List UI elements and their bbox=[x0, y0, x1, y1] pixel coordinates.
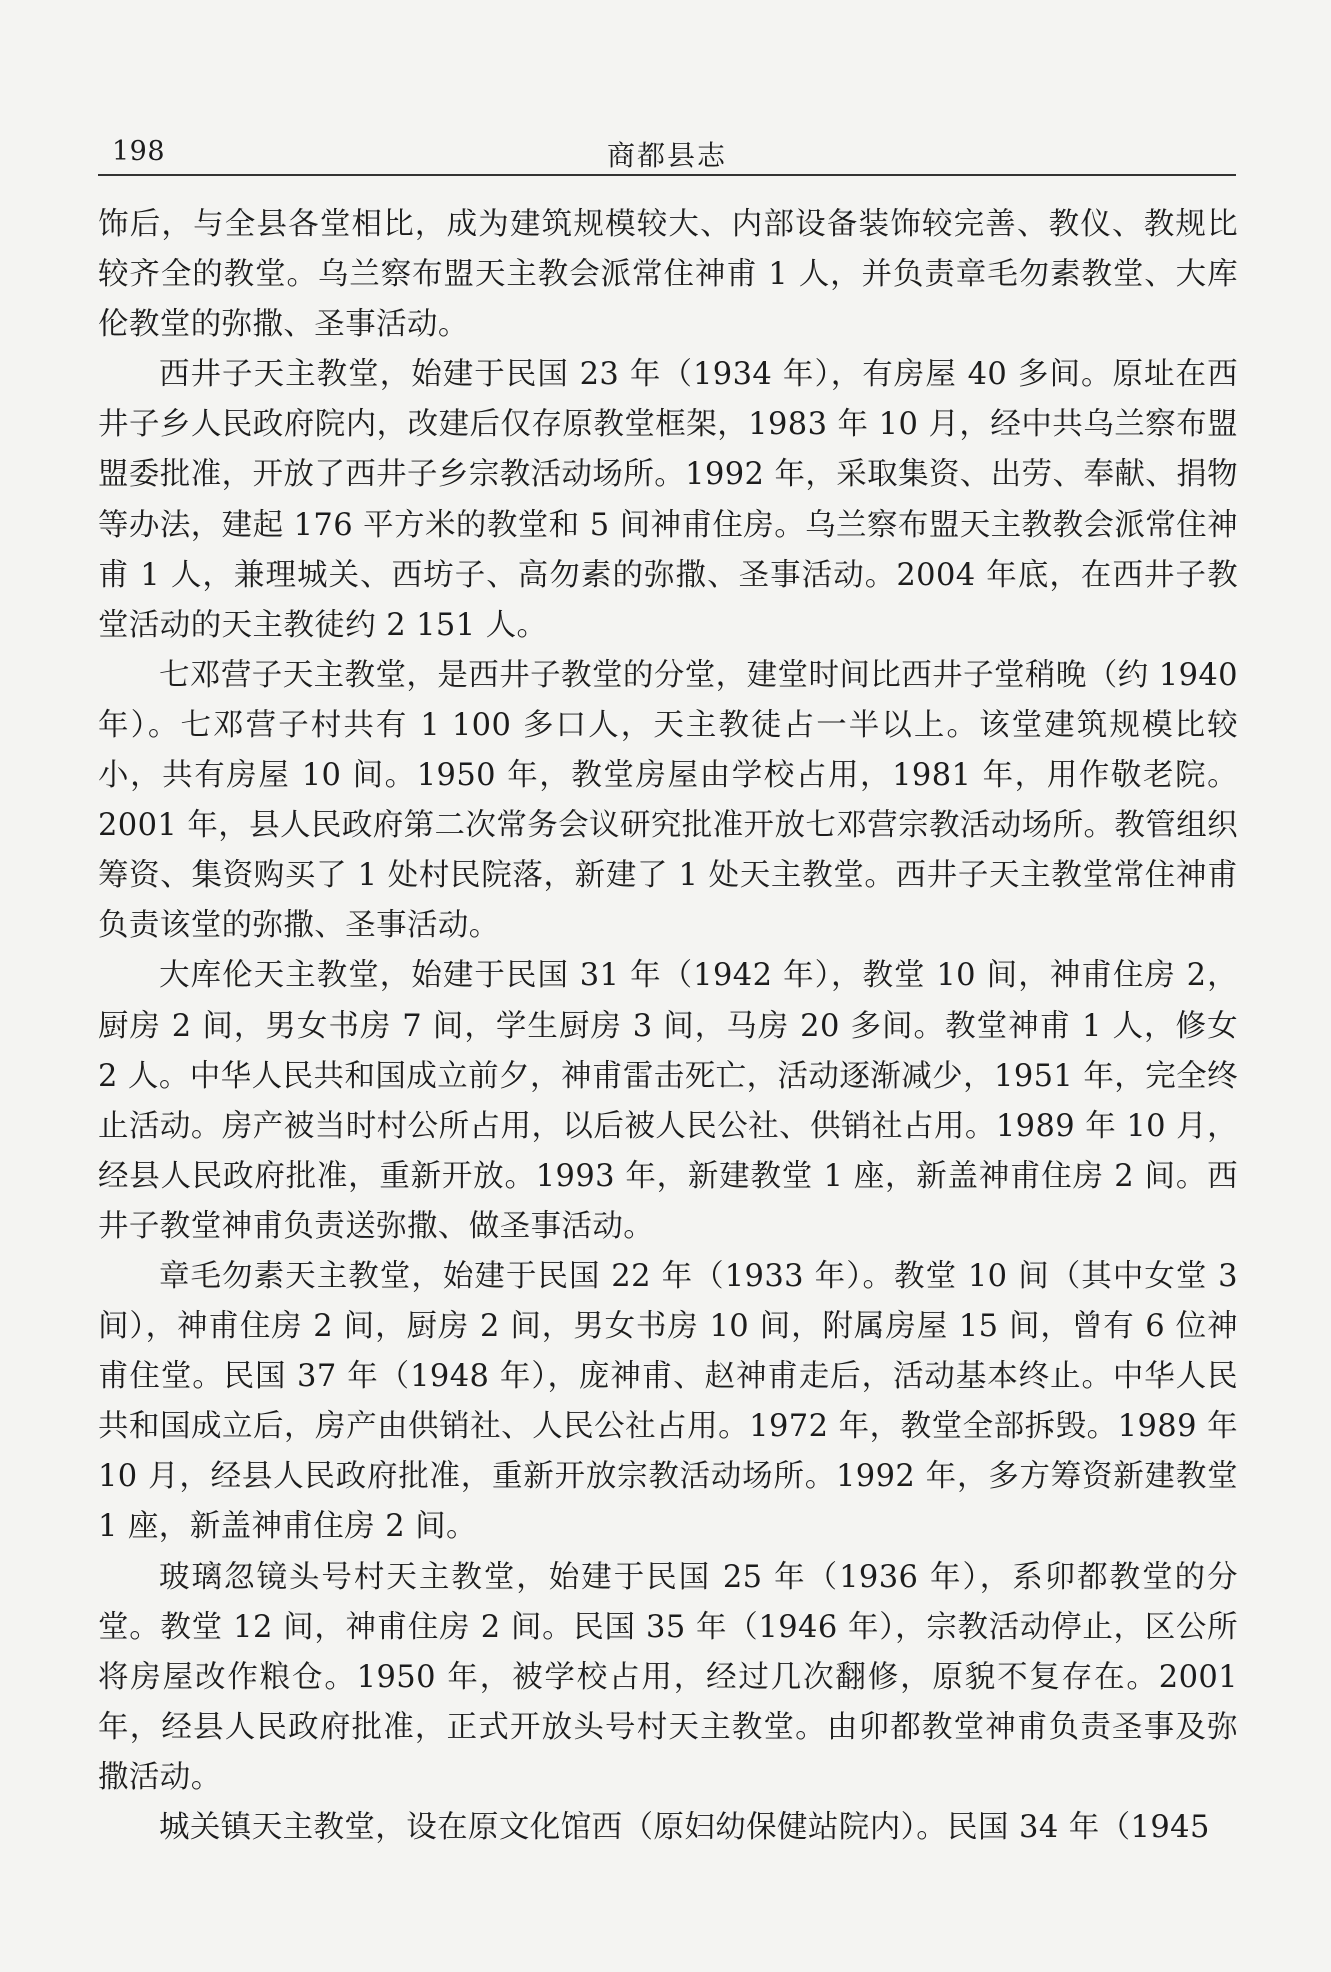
paragraph-continued: 饰后，与全县各堂相比，成为建筑规模较大、内部设备装饰较完善、教仪、教规比较齐全的教堂。乌兰察布盟天主教会派常住神甫 1 人，并负责章毛勿素教堂、大库伦教堂的弥撒、圣事活动。 bbox=[98, 207, 1238, 343]
page-number: 198 bbox=[112, 136, 166, 167]
page-header bbox=[98, 128, 1236, 176]
paragraph-bolihujing-church: 玻璃忽镜头号村天主教堂，始建于民国 25 年（1936 年），系卯都教堂的分堂。教堂 12 间，神甫住房 2 间。民国 35 年（1946 年），宗教活动停止，区公所将房屋改作粮仓。1950 年，被学校占用，经过几次翻修，原貌不复存在。2001 年，经县人民政府批准，正式开放头号村天主教堂。由卯都教堂神甫负责圣事及弥撒活动。 bbox=[98, 1559, 1238, 1795]
body-text bbox=[98, 200, 1238, 1853]
running-title: 商都县志 bbox=[606, 139, 727, 172]
paragraph-zhangmaowusu-church: 章毛勿素天主教堂，始建于民国 22 年（1933 年）。教堂 10 间（其中女堂 3 间），神甫住房 2 间，厨房 2 间，男女书房 10 间，附属房屋 15 间，曾有 6 位神甫住堂。民国 37 年（1948 年），庞神甫、赵神甫走后，活动基本终止。中华人民共和国成立后，房产由供销社、人民公社占用。1972 年，教堂全部拆毁。1989 年 10 月，经县人民政府批准，重新开放宗教活动场所。1992 年，多方筹资新建教堂 1 座，新盖神甫住房 2 间。 bbox=[98, 1258, 1238, 1545]
paragraph-dakulun-church: 大库伦天主教堂，始建于民国 31 年（1942 年），教堂 10 间，神甫住房 2，厨房 2 间，男女书房 7 间，学生厨房 3 间，马房 20 多间。教堂神甫 1 人，修女 2 人。中华人民共和国成立前夕，神甫雷击死亡，活动逐渐减少，1951 年，完全终止活动。房产被当时村公所占用，以后被人民公社、供销社占用。1989 年 10 月，经县人民政府批准，重新开放。1993 年，新建教堂 1 座，新盖神甫住房 2 间。西井子教堂神甫负责送弥撒、做圣事活动。 bbox=[98, 958, 1238, 1244]
header-rule bbox=[98, 174, 1236, 176]
paragraph-xijingzi-church: 西井子天主教堂，始建于民国 23 年（1934 年），有房屋 40 多间。原址在西井子乡人民政府院内，改建后仅存原教堂框架，1983 年 10 月，经中共乌兰察布盟盟委批准，开放了西井子乡宗教活动场所。1992 年，采取集资、出劳、奉献、捐物等办法，建起 176 平方米的教堂和 5 间神甫住房。乌兰察布盟天主教教会派常住神甫 1 人，兼理城关、西坊子、高勿素的弥撒、圣事活动。2004 年底，在西井子教堂活动的天主教徒约 2 151 人。 bbox=[98, 357, 1238, 643]
paragraph-qidengyingzi-church: 七邓营子天主教堂，是西井子教堂的分堂，建堂时间比西井子堂稍晚（约 1940 年）。七邓营子村共有 1 100 多口人，天主教徒占一半以上。该堂建筑规模比较小，共有房屋 10 间。1950 年，教堂房屋由学校占用，1981 年，用作敬老院。2001 年，县人民政府第二次常务会议研究批准开放七邓营宗教活动场所。教管组织筹资、集资购买了 1 处村民院落，新建了 1 处天主教堂。西井子天主教堂常住神甫负责该堂的弥撒、圣事活动。 bbox=[98, 657, 1238, 944]
paragraph-chengguan-church: 城关镇天主教堂，设在原文化馆西（原妇幼保健站院内）。民国 34 年（1945 bbox=[159, 1810, 1210, 1845]
